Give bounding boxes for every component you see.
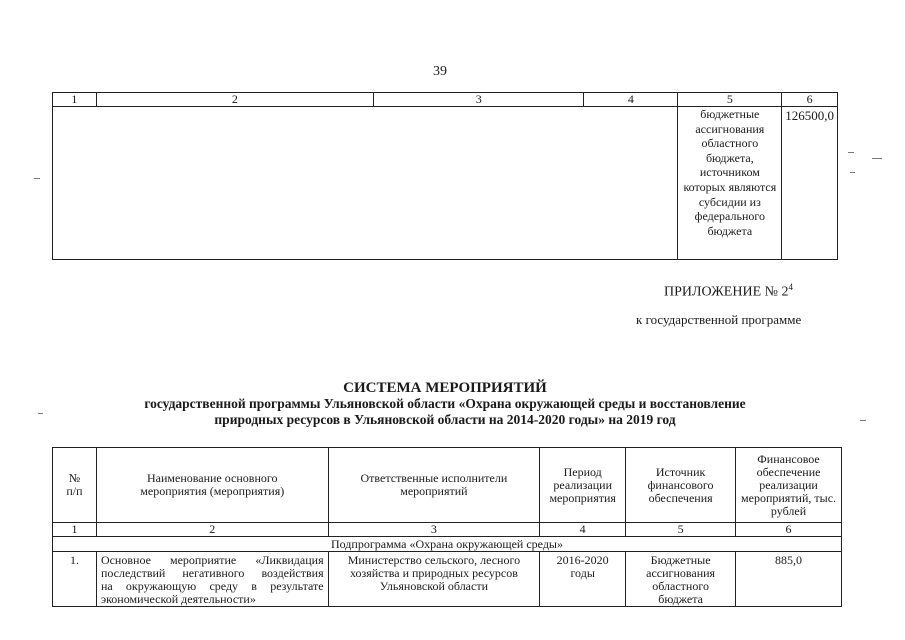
- column-number: 1: [53, 523, 97, 537]
- appendix-title-text: ПРИЛОЖЕНИЕ № 2: [664, 284, 789, 300]
- scan-speck: [872, 158, 882, 159]
- measure-name-line: экономической деятельности»: [100, 592, 256, 606]
- document-title-line: СИСТЕМА МЕРОПРИЯТИЙ: [343, 380, 547, 396]
- column-number: 4: [584, 93, 678, 107]
- scan-speck: [850, 172, 855, 173]
- subprogram-label: Подпрограмма «Охрана окружающей среды»: [53, 537, 842, 552]
- appendix-title: [664, 282, 793, 301]
- period-cell: 2016-2020 годы: [540, 552, 626, 607]
- page-number: 39: [433, 64, 447, 79]
- continuation-table-column-numbers: [53, 93, 838, 107]
- measure-name-line: последствий негативного воздействия: [100, 566, 324, 580]
- column-number: 5: [626, 523, 736, 537]
- measure-name: [96, 552, 328, 607]
- document-title-line: государственной программы Ульяновской области «Охрана окружающей среды и восстановление: [144, 396, 746, 411]
- column-number: 2: [96, 93, 374, 107]
- executor-cell: Министерство сельского, лесного хозяйства и природных ресурсов Ульяновской области: [328, 552, 540, 607]
- table-header-row: [53, 448, 842, 523]
- scan-speck: [34, 178, 40, 179]
- scan-speck: [848, 152, 854, 153]
- amount-cell: 885,0: [736, 552, 842, 607]
- column-number: 1: [53, 93, 97, 107]
- empty-merged-cell: [53, 107, 678, 260]
- appendix-superscript: 4: [788, 282, 793, 292]
- header-cell: Период реализации мероприятия: [540, 448, 626, 523]
- column-number: 3: [374, 93, 584, 107]
- document-title-line: природных ресурсов в Ульяновской области на 2014-2020 годы» на 2019 год: [214, 412, 676, 427]
- scan-speck: [860, 420, 866, 421]
- appendix-subtitle: к государственной программе: [636, 312, 802, 327]
- header-cell: Наименование основного мероприятия (мероприятия): [96, 448, 328, 523]
- funding-source-cell: бюджетные ассигнования областного бюджета, источником которых являются субсидии из федерального бюджета: [678, 107, 782, 260]
- column-number: 6: [782, 93, 838, 107]
- measure-name-line: Основное мероприятие «Ликвидация: [100, 553, 324, 567]
- column-number: 6: [736, 523, 842, 537]
- column-number: 2: [96, 523, 328, 537]
- amount-cell: 126500,0: [782, 107, 838, 260]
- continuation-table: [52, 92, 838, 260]
- subprogram-row: [53, 537, 842, 552]
- column-number: 5: [678, 93, 782, 107]
- row-number: 1.: [53, 552, 97, 607]
- column-number: 3: [328, 523, 540, 537]
- header-cell: Ответственные исполнители мероприятий: [328, 448, 540, 523]
- table-row: [53, 107, 838, 260]
- measures-table: [52, 447, 842, 607]
- header-cell: Источник финансового обеспечения: [626, 448, 736, 523]
- table-row: [53, 552, 842, 607]
- header-cell: № п/п: [53, 448, 97, 523]
- document-title: [100, 380, 790, 428]
- measure-name-line: на окружающую среду в результате: [100, 579, 324, 593]
- column-number: 4: [540, 523, 626, 537]
- column-numbers-row: [53, 523, 842, 537]
- source-cell: Бюджетные ассигнования областного бюджета: [626, 552, 736, 607]
- scan-speck: [38, 413, 43, 414]
- header-cell: Финансовое обеспечение реализации мероприятий, тыс. рублей: [736, 448, 842, 523]
